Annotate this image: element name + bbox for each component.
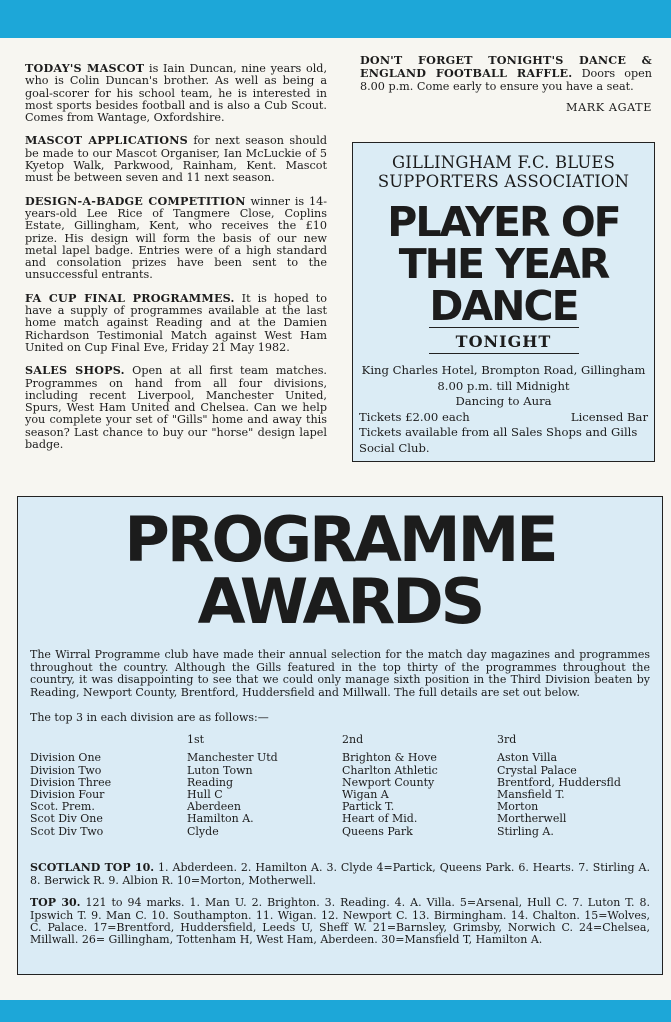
top-30-text: 121 to 94 marks. 1. Man U. 2. Brighton. 3. Reading. 4. A. Villa. 5=Arsenal, Hull C. 7. Luton T. 8. Ipswich T. 9. Man C. 10. Southampton. 11. Wigan. 12. Newport C. 13. Birmingham. 14. Chalton. 15=Wolves, C. Palace. 17=Brentford, Huddersfield, Leeds U, Sheff W. 21=Barnsley, Grimsby, Norwich C. 24=Chelsea, Millwall. 26= Gillingham, Tottenham H, West Ham, Aberdeen. 30=Mansfield T, Hamilton A. xyxy=(30,896,650,947)
ad-organisation xyxy=(353,153,654,191)
first-place-cell: Hull C xyxy=(187,787,223,801)
mascot-applications-text: for next season should be made to our Mascot Organiser, Ian McLuckie of 5 Kyetop Walk, Parkwood, Rainham, Kent. Mascot must be between seven and 11 next season. xyxy=(25,134,328,185)
second-place-cell: Brighton & Hove xyxy=(342,751,437,765)
scotland-top-10-heading: SCOTLAND TOP 10. xyxy=(30,861,155,875)
division-cell: Division Two xyxy=(30,763,102,777)
column-header: 3rd xyxy=(497,733,517,747)
badge-competition-paragraph xyxy=(25,195,327,282)
scotland-top-10-text: 1. Abderdeen. 2. Hamilton A. 3. Clyde 4=Partick, Queens Park. 6. Hearts. 7. Stirling A. 8. Berwick R. 9. Albion R. 10=Morton, Motherwell. xyxy=(30,861,650,887)
second-place-cell: Newport County xyxy=(342,775,435,789)
dance-reminder-paragraph xyxy=(360,54,652,93)
awards-table xyxy=(30,734,662,862)
ad-title-line3: DANCE xyxy=(429,282,578,330)
ad-divider-bottom xyxy=(429,353,579,354)
author-signature: MARK AGATE xyxy=(566,100,652,114)
third-place-cell: Crystal Palace xyxy=(497,763,577,777)
awards-column-first xyxy=(187,734,347,837)
ad-title-line2: THE YEAR xyxy=(398,240,609,288)
third-place-cell: Mortherwell xyxy=(497,812,567,826)
column-header xyxy=(30,734,190,752)
ad-title-line1: PLAYER OF xyxy=(387,198,620,246)
fa-cup-programmes-text: It is hoped to have a supply of programmes available at the last home match against Reading and at the Damien Richardson Testimonial Match against West Ham United on Cup Final Eve, Friday 21 May 1982. xyxy=(25,291,327,354)
sales-shops-text: Open at all first team matches. Programmes on hand from all four divisions, including recent Liverpool, Manchester United, Spurs, West Ham United and Chelsea. Can we help you complete your set of "Gills" home and away this season? Last chance to buy our "horse" design lapel badge. xyxy=(25,364,327,452)
badge-competition-text: winner is 14-years-old Lee Rice of Tangmere Close, Coplins Estate, Gillingham, Kent, who receives the £10 prize. His design will form the basis of our new metal lapel badge. Entries were of a high standard and consolation prizes have been sent to the unsuccessful entrants. xyxy=(25,194,327,282)
first-place-cell: Manchester Utd xyxy=(187,751,278,765)
first-place-cell: Hamilton A. xyxy=(187,812,254,826)
division-cell: Scot Div One xyxy=(30,812,103,826)
second-place-cell: Heart of Mid. xyxy=(342,812,418,826)
awards-column-division xyxy=(30,734,190,837)
bottom-color-band xyxy=(0,1000,671,1022)
fa-cup-programmes-heading: FA CUP FINAL PROGRAMMES. xyxy=(25,290,235,305)
second-place-cell: Charlton Athletic xyxy=(342,763,438,777)
fa-cup-programmes-paragraph xyxy=(25,292,327,354)
programme-awards-section xyxy=(17,496,663,975)
top-30-list xyxy=(30,897,650,947)
second-place-cell: Queens Park xyxy=(342,824,413,838)
first-place-cell: Luton Town xyxy=(187,763,253,777)
first-place-cell: Aberdeen xyxy=(187,800,241,814)
dance-reminder-heading: DON'T FORGET TONIGHT'S DANCE & ENGLAND FOOTBALL RAFFLE. xyxy=(360,53,652,81)
division-cell: Division One xyxy=(30,751,102,765)
mascot-text: is Iain Duncan, nine years old, who is Colin Duncan's brother. As well as being a goal-scorer for his school team, he is interested in most sports besides football and is also a Cub Scout. Comes from Wantage, Oxfordshire. xyxy=(25,62,327,125)
awards-intro: The Wirral Programme club have made their annual selection for the match day magazines and programmes throughout the country. Although the Gills featured in the top thirty of the programmes throughout the country, it was disappointing to see that we could only manage sixth position in the Third Division beaten by Reading, Newport County, Brentford, Huddersfield and Millwall. The full details are set out below. xyxy=(30,648,650,699)
second-place-cell: Partick T. xyxy=(342,800,395,814)
top-30-heading: TOP 30. xyxy=(30,896,81,910)
ad-venue: King Charles Hotel, Brompton Road, Gillingham xyxy=(361,363,646,377)
badge-competition-heading: DESIGN-A-BADGE COMPETITION xyxy=(25,193,246,208)
ad-music: Dancing to Aura xyxy=(455,394,552,408)
scotland-top-10 xyxy=(30,862,650,887)
first-place-cell: Reading xyxy=(187,775,234,789)
division-cell: Scot. Prem. xyxy=(30,800,95,814)
division-cell: Division Four xyxy=(30,787,105,801)
ad-ticket-price: Tickets £2.00 each xyxy=(359,409,470,424)
mascot-heading: TODAY'S MASCOT xyxy=(25,61,145,75)
news-column-right xyxy=(360,54,652,114)
ad-ticket-row xyxy=(353,410,654,426)
news-column-left xyxy=(25,62,327,461)
awards-title-line1: PROGRAMME xyxy=(124,503,556,576)
ad-licensed-bar: Licensed Bar xyxy=(570,409,648,424)
ad-tonight-label: TONIGHT xyxy=(455,332,552,351)
awards-subheading: The top 3 in each division are as follows:— xyxy=(30,711,269,725)
sales-shops-heading: SALES SHOPS. xyxy=(25,363,125,378)
ad-title xyxy=(353,198,654,330)
mascot-applications-paragraph xyxy=(25,134,327,184)
second-place-cell: Wigan A xyxy=(342,787,389,801)
awards-column-second xyxy=(342,734,502,837)
first-place-cell: Clyde xyxy=(187,824,219,838)
ad-time: 8.00 p.m. till Midnight xyxy=(437,378,570,393)
division-cell: Scot Div Two xyxy=(30,824,104,838)
column-header: 2nd xyxy=(342,733,364,747)
mascot-applications-heading: MASCOT APPLICATIONS xyxy=(25,133,188,148)
ad-organisation-line2: SUPPORTERS ASSOCIATION xyxy=(377,172,630,191)
third-place-cell: Morton xyxy=(497,800,539,814)
third-place-cell: Brentford, Huddersfld xyxy=(497,775,621,789)
awards-title-line2: AWARDS xyxy=(197,565,483,638)
player-of-year-dance-advert xyxy=(352,142,655,462)
division-cell: Division Three xyxy=(30,775,112,789)
awards-title xyxy=(18,503,662,638)
ad-ticket-availability: Tickets available from all Sales Shops and Gills Social Club. xyxy=(359,425,638,455)
awards-column-third xyxy=(497,734,667,837)
third-place-cell: Stirling A. xyxy=(497,824,554,838)
column-header: 1st xyxy=(187,733,205,747)
ad-details xyxy=(353,363,654,410)
sales-shops-paragraph xyxy=(25,364,327,451)
dance-reminder-text: Doors open 8.00 p.m. Come early to ensure you have a seat. xyxy=(360,67,652,93)
third-place-cell: Mansfield T. xyxy=(497,787,565,801)
mascot-paragraph xyxy=(25,62,327,124)
ad-organisation-line1: GILLINGHAM F.C. BLUES xyxy=(391,153,615,172)
top-color-band xyxy=(0,0,671,38)
third-place-cell: Aston Villa xyxy=(497,751,558,765)
